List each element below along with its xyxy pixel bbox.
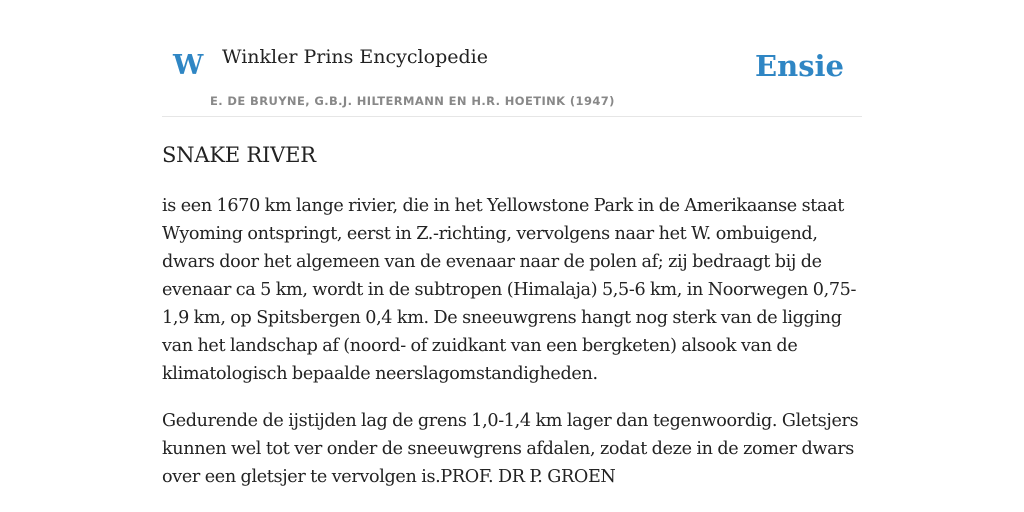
source-authors: E. DE BRUYNE, G.B.J. HILTERMANN EN H.R. HOETINK (1947) <box>210 94 615 108</box>
ensie-logo[interactable]: Ensie <box>755 49 844 83</box>
header <box>162 0 862 117</box>
article-paragraph-1: is een 1670 km lange rivier, die in het Yellowstone Park in de Amerikaanse staat Wyoming ontspringt, eerst in Z.-richting, vervolgens naar het W. ombuigend, dwars door het algemeen van de evenaar naar de polen af; zij bedraagt bij de evenaar ca 5 km, wordt in de subtropen (Himalaja) 5,5-6 km, in Noorwegen 0,75-1,9 km, op Spitsbergen 0,4 km. De sneeuwgrens hangt nog sterk van de ligging van het landschap af (noord- of zuidkant van een bergketen) alsook van de klimatologisch bepaalde neerslagomstandigheden. <box>162 196 857 384</box>
site-title[interactable]: Winkler Prins Encyclopedie <box>222 46 488 68</box>
entry-title: SNAKE RIVER <box>162 143 316 167</box>
article-paragraph-2: Gedurende de ijstijden lag de grens 1,0-1,4 km lager dan tegenwoordig. Gletsjers kunnen wel tot ver onder de sneeuwgrens afdalen, zodat deze in de zomer dwars over een gletsjer te vervolgen is.PROF. DR P. GROEN <box>162 411 859 487</box>
winkler-prins-logo[interactable]: W <box>173 50 204 81</box>
article <box>162 140 862 491</box>
